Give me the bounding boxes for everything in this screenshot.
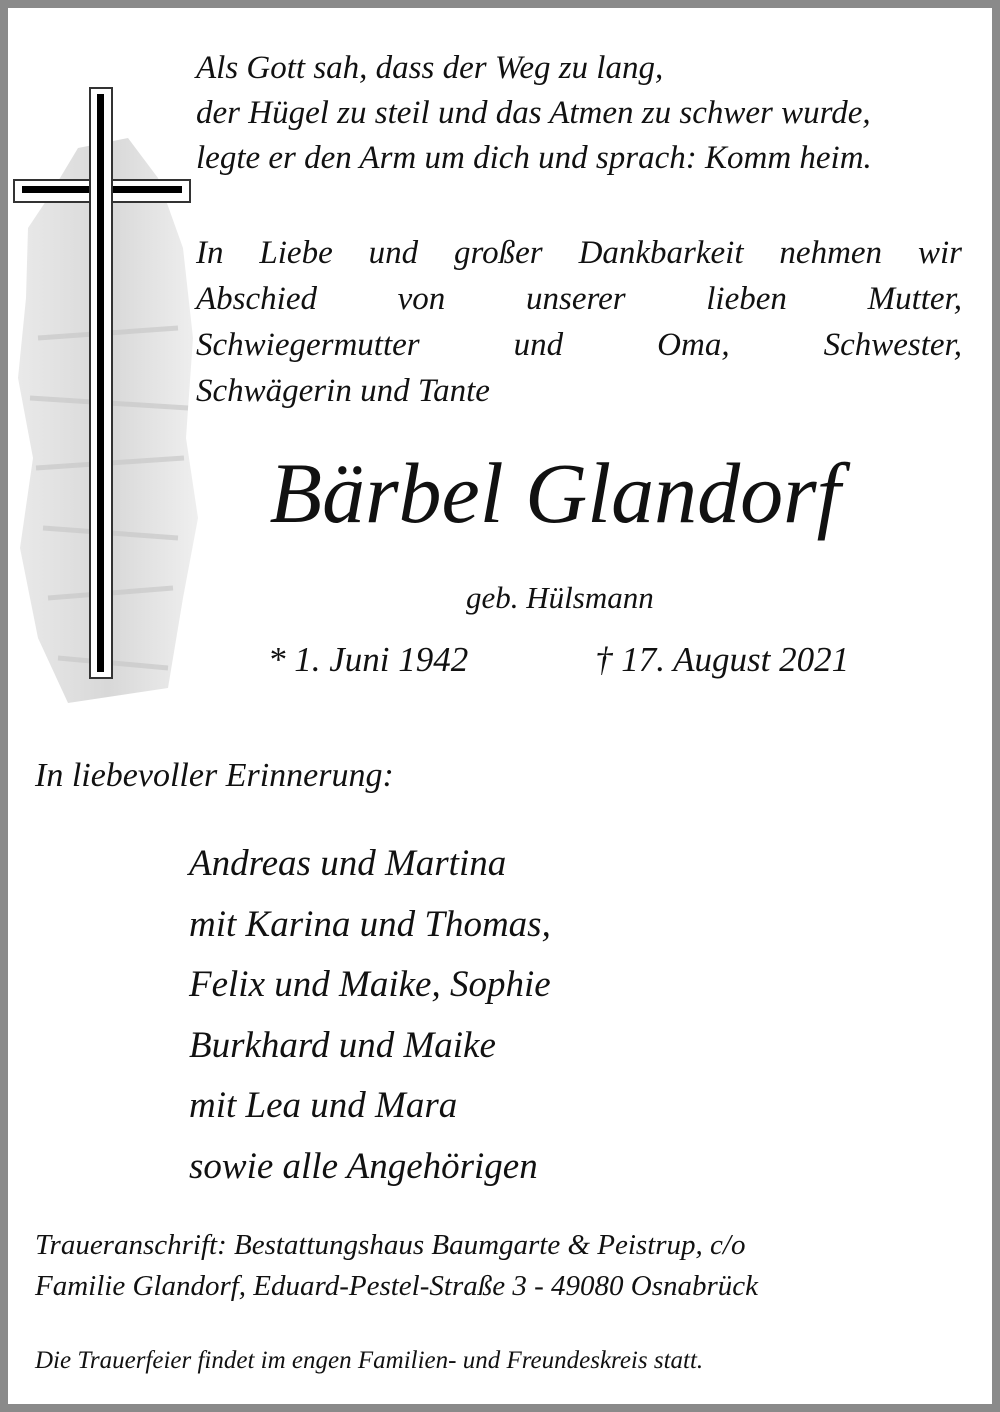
family-line: Burkhard und Maike xyxy=(189,1024,496,1066)
family-list xyxy=(189,834,551,1197)
family-line: Felix und Maike, Sophie xyxy=(189,964,551,1005)
poem-line: der Hügel zu steil und das Atmen zu schwer wurde, xyxy=(196,95,871,131)
cross-icon xyxy=(8,78,208,708)
memory-heading: In liebevoller Erinnerung: xyxy=(35,757,394,794)
address-line: Traueranschrift: Bestattungshaus Baumgarte & Peistrup, c/o xyxy=(35,1229,746,1261)
obituary-card xyxy=(8,8,992,1404)
deceased-name: Bärbel Glandorf xyxy=(269,445,841,541)
intro-line: Schwägerin und Tante xyxy=(196,373,490,409)
poem xyxy=(196,46,872,181)
mourning-address xyxy=(35,1225,758,1307)
intro-line: In Liebe und großer Dankbarkeit nehmen wir xyxy=(196,235,962,271)
death-date: † 17. August 2021 xyxy=(595,640,850,679)
family-line: Andreas und Martina xyxy=(189,843,507,884)
family-line: mit Karina und Thomas, xyxy=(189,903,551,945)
poem-line: legte er den Arm um dich und sprach: Komm heim. xyxy=(196,140,872,176)
address-line: Familie Glandorf, Eduard-Pestel-Straße 3 - 49080 Osnabrück xyxy=(35,1270,759,1302)
birth-date: * 1. Juni 1942 xyxy=(268,640,469,679)
born-name: geb. Hülsmann xyxy=(466,580,654,615)
family-line: mit Lea und Mara xyxy=(189,1085,458,1126)
funeral-note: Die Trauerfeier findet im engen Familien- und Freundeskreis statt. xyxy=(35,1347,704,1374)
intro-line: Abschied von unserer lieben Mutter, xyxy=(196,281,962,317)
intro-line: Schwiegermutter und Oma, Schwester, xyxy=(196,327,962,363)
intro-text xyxy=(196,230,962,414)
poem-line: Als Gott sah, dass der Weg zu lang, xyxy=(196,50,664,86)
family-line: sowie alle Angehörigen xyxy=(189,1145,538,1187)
